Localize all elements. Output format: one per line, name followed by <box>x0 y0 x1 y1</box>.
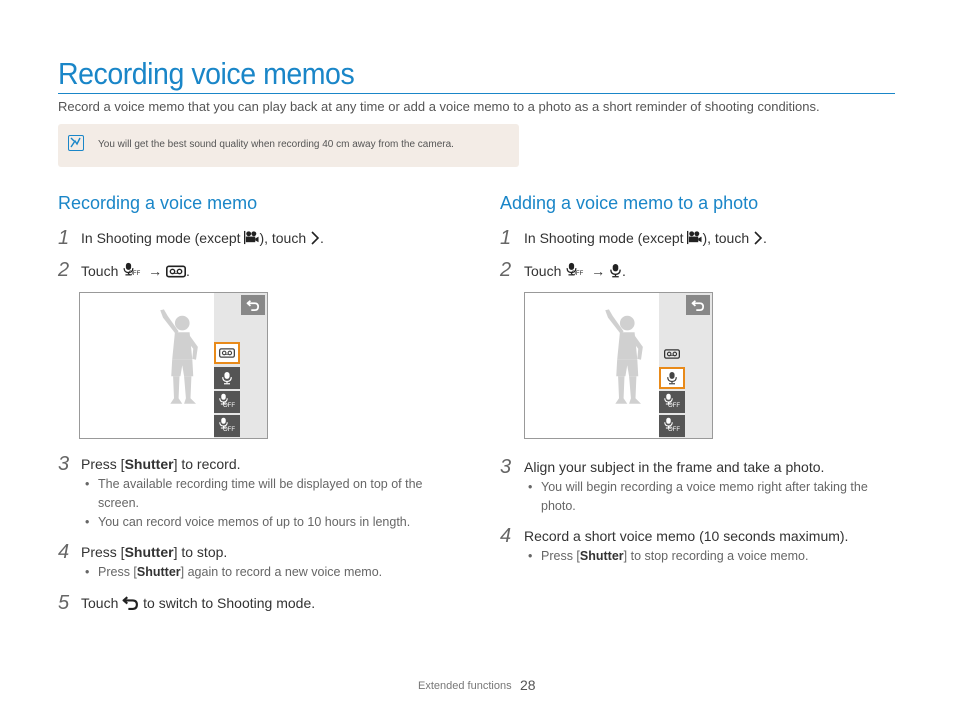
mic-icon <box>666 371 678 385</box>
left-step1-text <box>81 230 324 246</box>
left-step3-bullet2: • You can record voice memos of up to 10 hours in length. <box>98 513 443 532</box>
shutter-key: Shutter <box>124 544 174 560</box>
right-heading: Adding a voice memo to a photo <box>500 193 759 213</box>
chevron-right-icon <box>753 231 763 245</box>
mic-off-label: OFF <box>223 427 235 433</box>
left-step4-pre: Press [ <box>81 544 125 560</box>
left-step2-text <box>81 262 190 279</box>
right-step2-pre: Touch <box>524 263 566 279</box>
footer-section-label: Extended functions <box>418 680 512 692</box>
left-step3-number: 3 <box>58 453 70 475</box>
right-camera-screen <box>524 292 713 439</box>
left-back-button[interactable] <box>241 295 265 315</box>
left-icon-sidebar <box>214 293 267 438</box>
chevron-right-icon <box>310 231 320 245</box>
right-tape-button[interactable] <box>659 344 685 364</box>
shutter-key: Shutter <box>136 565 181 579</box>
mic-off-label: OFF <box>223 403 235 409</box>
left-step5-number: 5 <box>58 592 70 614</box>
mic-off-icon <box>565 262 587 278</box>
mic-off-label: OFF <box>668 403 680 409</box>
person-silhouette-icon <box>152 303 207 411</box>
left-step4-bullet1 <box>98 563 382 582</box>
right-mic-off-button[interactable] <box>659 391 685 413</box>
right-step2-number: 2 <box>500 259 512 281</box>
note-text: You will get the best sound quality when recording 40 cm away from the camera. <box>98 139 454 150</box>
left-step2-end: . <box>186 263 190 279</box>
right-step3-bullet1: • You will begin recording a voice memo right after taking the photo. <box>541 478 886 516</box>
left-step2-pre: Touch <box>81 263 123 279</box>
intro-text: Record a voice memo that you can play back at any time or add a voice memo to a photo as a short reminder of shooting conditions. <box>58 99 820 114</box>
right-step3-text: Align your subject in the frame and take a photo. <box>524 459 825 475</box>
right-step3-number: 3 <box>500 456 512 478</box>
left-step1-end: . <box>320 230 324 246</box>
back-icon <box>691 299 705 311</box>
right-step4-bullet1 <box>541 547 808 566</box>
left-step4-bullet-post: ] again to record a new voice memo. <box>180 565 383 579</box>
left-step4-number: 4 <box>58 541 70 563</box>
left-step2-number: 2 <box>58 259 70 281</box>
page-number: 28 <box>520 677 536 693</box>
right-back-button[interactable] <box>686 295 710 315</box>
left-step2-arrow: → <box>144 263 167 279</box>
right-mic-off-button-2[interactable] <box>659 415 685 437</box>
left-step3-text <box>81 456 241 472</box>
camcorder-icon <box>244 230 259 245</box>
tape-icon <box>166 265 186 278</box>
left-step5-post: to switch to Shooting mode. <box>139 595 316 611</box>
right-step2-arrow: → <box>587 263 610 279</box>
right-step4-number: 4 <box>500 525 512 547</box>
left-step4-text <box>81 544 227 560</box>
right-step1-post: ), touch <box>702 230 754 246</box>
left-step1-number: 1 <box>58 227 70 249</box>
shutter-key: Shutter <box>579 549 624 563</box>
mic-icon <box>609 263 622 278</box>
left-step1-pre: In Shooting mode (except <box>81 230 245 246</box>
right-step1-pre: In Shooting mode (except <box>524 230 688 246</box>
right-step1-number: 1 <box>500 227 512 249</box>
mic-icon <box>221 371 233 385</box>
left-step4-bullet-pre: Press [ <box>98 565 137 579</box>
shutter-key: Shutter <box>124 456 174 472</box>
title-rule <box>58 93 895 94</box>
left-step5-text <box>81 595 315 611</box>
camcorder-icon <box>687 230 702 245</box>
mic-off-icon <box>122 262 144 278</box>
left-mic-off-button[interactable] <box>214 391 240 413</box>
person-silhouette-icon <box>597 303 652 411</box>
mic-off-label: OFF <box>668 427 680 433</box>
back-icon <box>122 595 139 610</box>
left-step3-bullet1: • The available recording time will be displayed on top of the screen. <box>98 475 443 513</box>
left-mic-button[interactable] <box>214 367 240 389</box>
note-icon <box>68 135 84 151</box>
note-box <box>58 124 519 167</box>
tape-icon <box>664 349 680 359</box>
left-camera-screen <box>79 292 268 439</box>
left-step5-pre: Touch <box>81 595 123 611</box>
back-icon <box>246 299 260 311</box>
right-step2-text <box>524 262 626 279</box>
mic-off-label: OFF <box>571 271 584 277</box>
mic-off-label: OFF <box>128 271 141 277</box>
right-step1-text <box>524 230 767 246</box>
tape-icon <box>219 348 235 358</box>
left-mic-off-button-2[interactable] <box>214 415 240 437</box>
left-step3-pre: Press [ <box>81 456 125 472</box>
right-icon-sidebar <box>659 293 712 438</box>
right-step1-end: . <box>763 230 767 246</box>
left-step1-post: ), touch <box>259 230 311 246</box>
right-step4-bullet-pre: Press [ <box>541 549 580 563</box>
page-title: Recording voice memos <box>58 56 355 91</box>
left-step4-post: ] to stop. <box>173 544 228 560</box>
left-heading: Recording a voice memo <box>58 193 258 213</box>
left-step3-post: ] to record. <box>173 456 241 472</box>
left-tape-button[interactable] <box>214 342 240 364</box>
right-step2-end: . <box>622 263 626 279</box>
right-step4-text: Record a short voice memo (10 seconds maximum). <box>524 528 849 544</box>
right-step4-bullet-post: ] to stop recording a voice memo. <box>623 549 809 563</box>
right-mic-button[interactable] <box>659 367 685 389</box>
